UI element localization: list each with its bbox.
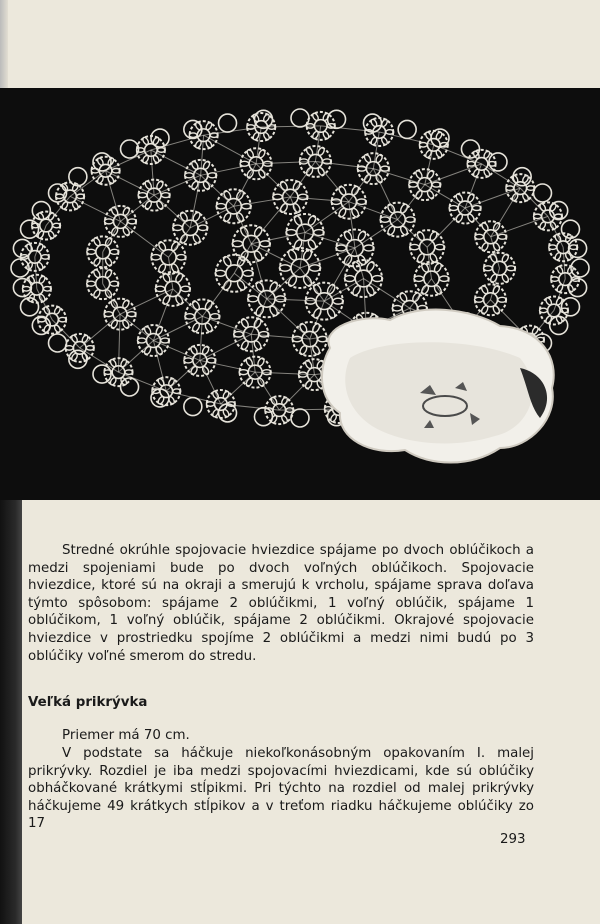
page-number: 293: [500, 832, 526, 847]
body-paragraph: Priemer má 70 cm.: [62, 728, 190, 743]
body-paragraph: Stredné okrúhle spojovacie hviezdice spájame po dvoch oblúčikoch a medzi spojeniami bude po dvoch voľných oblúčikoch. Spojovacie hviezdice, ktoré sú na okraji a smerujú k vrcholu, spájame sprava doľava týmto spôsobom: spájame 2 oblúčikmi, 1 voľný oblúčik, spájame 1 oblúčikom, 1 voľný oblúčik, spájame 2 oblúčikmi. Okrajové spojovacie hviezdice v prostriedku spojíme 2 oblúčikmi a medzi nimi budú po 3 oblúčiky voľné smerom do stredu.: [28, 543, 534, 664]
body-paragraph: V podstate sa háčkuje niekoľkonásobným opakovaním I. malej prikrývky. Rozdiel je iba medzi spojovacími hviezdicami, kde sú oblúčiky obháčkované krátkymi stĺpikmi. Pri týchto na rozdiel od malej prikrývky háčkujeme 49 krátkych stĺpikov a v treťom riadku háčkujeme oblúčiky zo 17: [28, 746, 534, 832]
book-spine-shadow: [0, 500, 22, 924]
page-edge-shadow: [0, 0, 8, 88]
porcelain-dish: [322, 310, 554, 463]
doily-photo: [0, 88, 600, 500]
section-heading: Veľká prikrývka: [28, 695, 148, 710]
doily-illustration: [0, 88, 600, 500]
